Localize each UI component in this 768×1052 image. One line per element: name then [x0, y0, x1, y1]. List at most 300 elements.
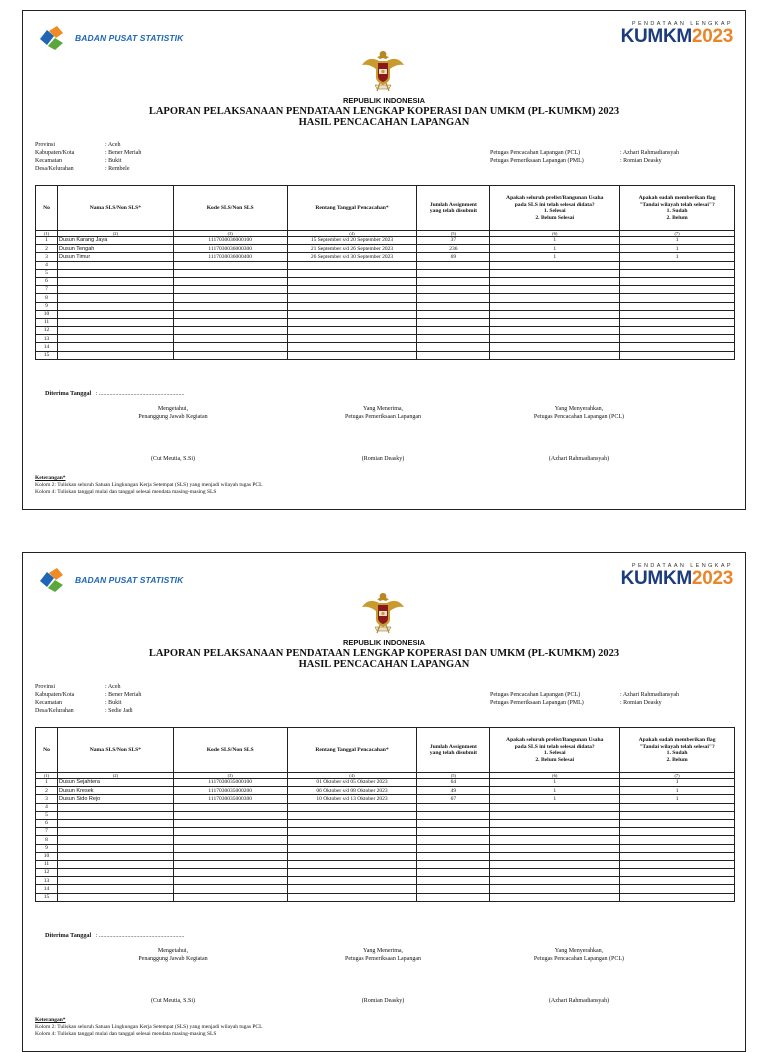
row-nama: [57, 351, 173, 359]
row-rentang: [287, 885, 417, 893]
row-no: 11: [36, 860, 58, 868]
table-row: [36, 327, 735, 335]
republik-label: REPUBLIK INDONESIA: [342, 96, 426, 105]
table-row: [36, 836, 735, 844]
row-no: 1: [36, 237, 58, 245]
row-jumlah: 69: [417, 253, 490, 261]
row-no: 10: [36, 310, 58, 318]
desa-value: : Sedie Jadi: [105, 708, 133, 714]
sls-table: [35, 727, 735, 902]
table-row: [36, 335, 735, 343]
received-date: Diterima Tanggal : .........................................................: [45, 932, 185, 939]
row-prelist: 1: [490, 787, 620, 795]
table-row: [36, 844, 735, 852]
table-row: [36, 245, 735, 253]
table-row: [36, 828, 735, 836]
pcl-value: : Azhari Rahmadiansyah: [620, 150, 679, 156]
row-flag: [620, 318, 735, 326]
row-no: 12: [36, 869, 58, 877]
row-kode: [173, 885, 287, 893]
signer-pj-name: (Cut Meutia, S.Si): [150, 456, 195, 462]
row-rentang: [287, 351, 417, 359]
row-no: 8: [36, 294, 58, 302]
notes-title: Keterangan*: [35, 475, 66, 481]
row-no: 12: [36, 327, 58, 335]
table-row: [36, 893, 735, 901]
signature-pj: Mengetahui, Penanggung Jawab Kegiatan (Cut Meutia, S.Si): [83, 947, 263, 1005]
row-flag: [620, 302, 735, 310]
row-nama: [57, 836, 173, 844]
row-jumlah: [417, 343, 490, 351]
bps-logo-icon: [37, 25, 71, 51]
provinsi-label: Provinsi: [35, 684, 56, 690]
signer-pj-name: (Cut Meutia, S.Si): [150, 998, 195, 1004]
row-prelist: [490, 852, 620, 860]
row-nama: Dusun Karang Jaya: [57, 237, 173, 245]
row-prelist: [490, 269, 620, 277]
officer-info: [490, 691, 679, 707]
row-kode: [173, 310, 287, 318]
row-jumlah: [417, 310, 490, 318]
row-jumlah: [417, 844, 490, 852]
signer-pcl-name: (Azhari Rahmadiansyah): [548, 456, 610, 462]
row-kode: [173, 893, 287, 901]
report-heading: [23, 96, 745, 128]
row-kode: [173, 327, 287, 335]
row-prelist: [490, 318, 620, 326]
row-prelist: [490, 893, 620, 901]
row-nama: [57, 269, 173, 277]
col-nama: Nama SLS/Non SLS*: [57, 728, 173, 773]
row-rentang: 15 September s/d 20 September 2023: [287, 237, 417, 245]
table-row: [36, 819, 735, 827]
row-flag: [620, 860, 735, 868]
kumkm-tagline: PENDATAAN LENGKAP: [631, 563, 733, 569]
col-rentang: Rentang Tanggal Pencacahan*: [287, 728, 417, 773]
row-prelist: [490, 869, 620, 877]
kecamatan-label: Kecamatan: [35, 700, 62, 706]
row-rentang: [287, 269, 417, 277]
row-no: 5: [36, 269, 58, 277]
row-kode: [173, 351, 287, 359]
row-prelist: [490, 294, 620, 302]
row-nama: [57, 318, 173, 326]
row-kode: [173, 819, 287, 827]
row-flag: [620, 294, 735, 302]
row-rentang: [287, 877, 417, 885]
row-prelist: 1: [490, 779, 620, 787]
row-kode: [173, 869, 287, 877]
row-kode: [173, 335, 287, 343]
location-info: [35, 141, 141, 173]
row-prelist: [490, 836, 620, 844]
row-kode: [173, 836, 287, 844]
col-prelist: Apakah seluruh prelist/Bangunan Usaha pada SLS ini telah selesai didata? 1. Selesai 2. Belum Selesai: [490, 728, 620, 773]
row-flag: [620, 885, 735, 893]
row-nama: [57, 277, 173, 285]
row-jumlah: [417, 852, 490, 860]
row-prelist: [490, 877, 620, 885]
row-prelist: [490, 327, 620, 335]
received-date: Diterima Tanggal : .........................................................: [45, 390, 185, 397]
report-heading: [23, 638, 745, 670]
row-nama: [57, 286, 173, 294]
table-row: [36, 286, 735, 294]
row-jumlah: 236: [417, 245, 490, 253]
row-kode: [173, 286, 287, 294]
garuda-emblem-icon: [360, 47, 406, 93]
table-row: [36, 237, 735, 245]
row-jumlah: [417, 885, 490, 893]
row-jumlah: [417, 860, 490, 868]
row-jumlah: [417, 803, 490, 811]
row-no: 7: [36, 828, 58, 836]
row-no: 1: [36, 779, 58, 787]
row-prelist: 1: [490, 253, 620, 261]
row-jumlah: [417, 869, 490, 877]
col-prelist: Apakah seluruh prelist/Bangunan Usaha pada SLS ini telah selesai didata? 1. Selesai 2. Belum Selesai: [490, 186, 620, 231]
row-kode: [173, 860, 287, 868]
row-kode: [173, 844, 287, 852]
row-prelist: [490, 261, 620, 269]
table-row: [36, 877, 735, 885]
row-flag: [620, 869, 735, 877]
kumkm-tagline: PENDATAAN LENGKAP: [631, 21, 733, 27]
row-nama: [57, 828, 173, 836]
row-rentang: [287, 893, 417, 901]
row-flag: [620, 811, 735, 819]
row-jumlah: [417, 302, 490, 310]
signature-pml: Yang Menerima, Petugas Pemeriksaan Lapangan (Romian Deasky): [293, 405, 473, 463]
row-rentang: [287, 335, 417, 343]
column-number-row: (1) (2) (3) (4) (5) (6) (7): [36, 773, 735, 779]
provinsi-value: : Aceh: [105, 684, 121, 690]
row-nama: [57, 803, 173, 811]
row-prelist: 1: [490, 245, 620, 253]
row-flag: [620, 310, 735, 318]
row-nama: [57, 335, 173, 343]
notes: [35, 475, 262, 496]
row-jumlah: 49: [417, 787, 490, 795]
table-row: [36, 310, 735, 318]
table-row: [36, 803, 735, 811]
row-rentang: [287, 860, 417, 868]
row-rentang: [287, 294, 417, 302]
row-rentang: [287, 327, 417, 335]
row-no: 15: [36, 351, 58, 359]
note-2: Kolom 4: Tuliskan tanggal mulai dan tanggal selesai mendata masing-masing SLS: [35, 1031, 217, 1037]
kabupaten-value: : Bener Meriah: [105, 692, 142, 698]
row-nama: Dusun Sido Rejo: [57, 795, 173, 803]
report-subtitle: HASIL PENCACAHAN LAPANGAN: [298, 659, 470, 670]
row-no: 3: [36, 795, 58, 803]
row-no: 4: [36, 261, 58, 269]
kumkm-logo: [621, 563, 733, 588]
col-flag: Apakah sudah memberikan flag "Tandai wilayah telah selesai"? 1. Sudah 2. Belum: [620, 186, 735, 231]
row-flag: [620, 343, 735, 351]
kabupaten-value: : Bener Meriah: [105, 150, 142, 156]
row-flag: [620, 351, 735, 359]
table-row: [36, 779, 735, 787]
row-flag: [620, 277, 735, 285]
row-jumlah: [417, 286, 490, 294]
col-jumlah: Jumlah Assignment yang telah disubmit: [417, 186, 490, 231]
row-flag: [620, 286, 735, 294]
location-info: [35, 683, 141, 715]
table-row: [36, 852, 735, 860]
row-no: 13: [36, 877, 58, 885]
row-no: 5: [36, 811, 58, 819]
signature-pcl: Yang Menyerahkan, Petugas Pencacahan Lapangan (PCL) (Azhari Rahmadiansyah): [489, 947, 669, 1005]
row-kode: [173, 277, 287, 285]
row-jumlah: [417, 811, 490, 819]
row-prelist: [490, 803, 620, 811]
bps-text: BADAN PUSAT STATISTIK: [75, 575, 184, 585]
note-1: Kolom 2: Tuliskan seluruh Satuan Lingkungan Kerja Setempat (SLS) yang menjadi wilayah tugas PCL: [35, 482, 263, 488]
row-flag: [620, 893, 735, 901]
row-nama: [57, 327, 173, 335]
kecamatan-value: : Bukit: [105, 158, 122, 164]
provinsi-value: : Aceh: [105, 142, 121, 148]
row-jumlah: 64: [417, 779, 490, 787]
row-nama: [57, 819, 173, 827]
row-prelist: [490, 302, 620, 310]
row-kode: [173, 803, 287, 811]
row-prelist: [490, 335, 620, 343]
row-flag: 1: [620, 787, 735, 795]
row-jumlah: [417, 335, 490, 343]
row-no: 6: [36, 277, 58, 285]
row-nama: [57, 294, 173, 302]
table-row: [36, 885, 735, 893]
kecamatan-value: : Bukit: [105, 700, 122, 706]
row-rentang: [287, 836, 417, 844]
note-1: Kolom 2: Tuliskan seluruh Satuan Lingkungan Kerja Setempat (SLS) yang menjadi wilayah tugas PCL: [35, 1024, 263, 1030]
row-nama: Dusun Sejahtera: [57, 779, 173, 787]
row-jumlah: [417, 277, 490, 285]
report-page: [22, 552, 746, 1052]
row-rentang: [287, 302, 417, 310]
row-nama: [57, 261, 173, 269]
row-no: 8: [36, 836, 58, 844]
row-rentang: [287, 310, 417, 318]
row-flag: [620, 836, 735, 844]
row-kode: [173, 811, 287, 819]
row-prelist: [490, 828, 620, 836]
row-no: 9: [36, 302, 58, 310]
row-jumlah: [417, 318, 490, 326]
republik-label: REPUBLIK INDONESIA: [342, 638, 426, 647]
sls-table: [35, 185, 735, 360]
row-prelist: [490, 819, 620, 827]
row-rentang: [287, 277, 417, 285]
row-flag: [620, 844, 735, 852]
kumkm-wordmark: KUMKM2023: [620, 26, 733, 47]
row-nama: Dusun Timur: [57, 253, 173, 261]
col-kode: Kode SLS/Non SLS: [173, 728, 287, 773]
row-kode: [173, 294, 287, 302]
table-row: [36, 277, 735, 285]
row-no: 3: [36, 253, 58, 261]
row-rentang: [287, 828, 417, 836]
row-rentang: 06 Oktober s/d 08 Oktober 2023: [287, 787, 417, 795]
pml-value: : Romian Deasky: [620, 700, 662, 706]
row-no: 13: [36, 335, 58, 343]
table-row: [36, 269, 735, 277]
pcl-value: : Azhari Rahmadiansyah: [620, 692, 679, 698]
report-title: LAPORAN PELAKSANAAN PENDATAAN LENGKAP KOPERASI DAN UMKM (PL-KUMKM) 2023: [148, 106, 620, 117]
signature-pj: Mengetahui, Penanggung Jawab Kegiatan (Cut Meutia, S.Si): [83, 405, 263, 463]
signature-pml: Yang Menerima, Petugas Pemeriksaan Lapangan (Romian Deasky): [293, 947, 473, 1005]
row-no: 9: [36, 844, 58, 852]
row-rentang: [287, 318, 417, 326]
row-rentang: 26 September s/d 30 September 2023: [287, 253, 417, 261]
pml-label: Petugas Pemeriksaan Lapangan (PML): [490, 700, 584, 706]
kumkm-logo: [621, 21, 733, 46]
row-flag: [620, 261, 735, 269]
row-kode: 1117030036000400: [173, 253, 287, 261]
row-no: 2: [36, 245, 58, 253]
officer-info: [490, 149, 679, 165]
row-prelist: [490, 885, 620, 893]
pml-value: : Romian Deasky: [620, 158, 662, 164]
row-flag: 1: [620, 253, 735, 261]
row-flag: 1: [620, 779, 735, 787]
table-row: [36, 318, 735, 326]
kabupaten-label: Kabupaten/Kota: [35, 692, 75, 698]
row-kode: 1117030035000100: [173, 779, 287, 787]
table-row: [36, 860, 735, 868]
row-jumlah: [417, 351, 490, 359]
table-row: [36, 261, 735, 269]
row-kode: [173, 269, 287, 277]
row-nama: [57, 310, 173, 318]
row-flag: [620, 877, 735, 885]
row-flag: [620, 819, 735, 827]
row-kode: 1117030035000300: [173, 795, 287, 803]
row-prelist: [490, 860, 620, 868]
row-prelist: [490, 343, 620, 351]
row-jumlah: [417, 327, 490, 335]
row-nama: [57, 852, 173, 860]
row-jumlah: [417, 819, 490, 827]
row-kode: [173, 343, 287, 351]
row-kode: [173, 318, 287, 326]
kecamatan-label: Kecamatan: [35, 158, 62, 164]
row-nama: [57, 893, 173, 901]
row-nama: [57, 885, 173, 893]
table-row: [36, 253, 735, 261]
row-nama: [57, 302, 173, 310]
row-jumlah: [417, 877, 490, 885]
notes: [35, 1017, 262, 1038]
col-kode: Kode SLS/Non SLS: [173, 186, 287, 231]
pcl-label: Petugas Pencacahan Lapangan (PCL): [490, 692, 581, 698]
row-prelist: 1: [490, 237, 620, 245]
row-no: 6: [36, 819, 58, 827]
row-kode: [173, 261, 287, 269]
table-row: [36, 343, 735, 351]
row-prelist: [490, 811, 620, 819]
row-rentang: 01 Oktober s/d 05 Oktober 2023: [287, 779, 417, 787]
row-jumlah: 37: [417, 237, 490, 245]
row-kode: [173, 852, 287, 860]
row-nama: [57, 343, 173, 351]
row-kode: 1117030036000100: [173, 237, 287, 245]
row-no: 14: [36, 885, 58, 893]
row-no: 4: [36, 803, 58, 811]
row-flag: [620, 327, 735, 335]
desa-label: Desa/Kelurahan: [35, 708, 74, 714]
bps-logo: [37, 567, 183, 593]
row-flag: [620, 852, 735, 860]
signature-pcl: Yang Menyerahkan, Petugas Pencacahan Lapangan (PCL) (Azhari Rahmadiansyah): [489, 405, 669, 463]
table-row: [36, 302, 735, 310]
row-kode: [173, 828, 287, 836]
report-subtitle: HASIL PENCACAHAN LAPANGAN: [298, 117, 470, 128]
row-prelist: [490, 844, 620, 852]
row-rentang: [287, 869, 417, 877]
row-flag: 1: [620, 795, 735, 803]
table-row: [36, 294, 735, 302]
pcl-label: Petugas Pencacahan Lapangan (PCL): [490, 150, 581, 156]
row-no: 2: [36, 787, 58, 795]
row-rentang: [287, 844, 417, 852]
table-row: [36, 795, 735, 803]
row-prelist: [490, 310, 620, 318]
row-flag: [620, 828, 735, 836]
row-jumlah: [417, 893, 490, 901]
row-nama: Dusun Tengah: [57, 245, 173, 253]
row-jumlah: [417, 294, 490, 302]
row-prelist: 1: [490, 795, 620, 803]
pml-label: Petugas Pemeriksaan Lapangan (PML): [490, 158, 584, 164]
row-rentang: [287, 803, 417, 811]
row-no: 10: [36, 852, 58, 860]
provinsi-label: Provinsi: [35, 142, 56, 148]
col-nama: Nama SLS/Non SLS*: [57, 186, 173, 231]
kabupaten-label: Kabupaten/Kota: [35, 150, 75, 156]
row-no: 15: [36, 893, 58, 901]
col-no: No: [36, 186, 58, 231]
note-2: Kolom 4: Tuliskan tanggal mulai dan tanggal selesai mendata masing-masing SLS: [35, 489, 217, 495]
row-no: 11: [36, 318, 58, 326]
col-flag: Apakah sudah memberikan flag "Tandai wilayah telah selesai"? 1. Sudah 2. Belum: [620, 728, 735, 773]
kumkm-wordmark: KUMKM2023: [620, 568, 733, 589]
row-rentang: [287, 852, 417, 860]
row-nama: Dusun Kresek: [57, 787, 173, 795]
row-flag: 1: [620, 237, 735, 245]
row-nama: [57, 844, 173, 852]
row-nama: [57, 869, 173, 877]
row-no: 7: [36, 286, 58, 294]
row-rentang: [287, 261, 417, 269]
row-kode: [173, 302, 287, 310]
row-rentang: [287, 343, 417, 351]
row-rentang: [287, 286, 417, 294]
bps-text: BADAN PUSAT STATISTIK: [75, 33, 184, 43]
col-jumlah: Jumlah Assignment yang telah disubmit: [417, 728, 490, 773]
col-no: No: [36, 728, 58, 773]
row-jumlah: [417, 261, 490, 269]
row-nama: [57, 860, 173, 868]
signer-pml-name: (Romian Deasky): [361, 998, 405, 1004]
report-page: [22, 10, 746, 510]
row-rentang: 10 Oktober s/d 13 Oktober 2023: [287, 795, 417, 803]
row-kode: 1117030035000200: [173, 787, 287, 795]
row-rentang: [287, 819, 417, 827]
row-jumlah: 67: [417, 795, 490, 803]
